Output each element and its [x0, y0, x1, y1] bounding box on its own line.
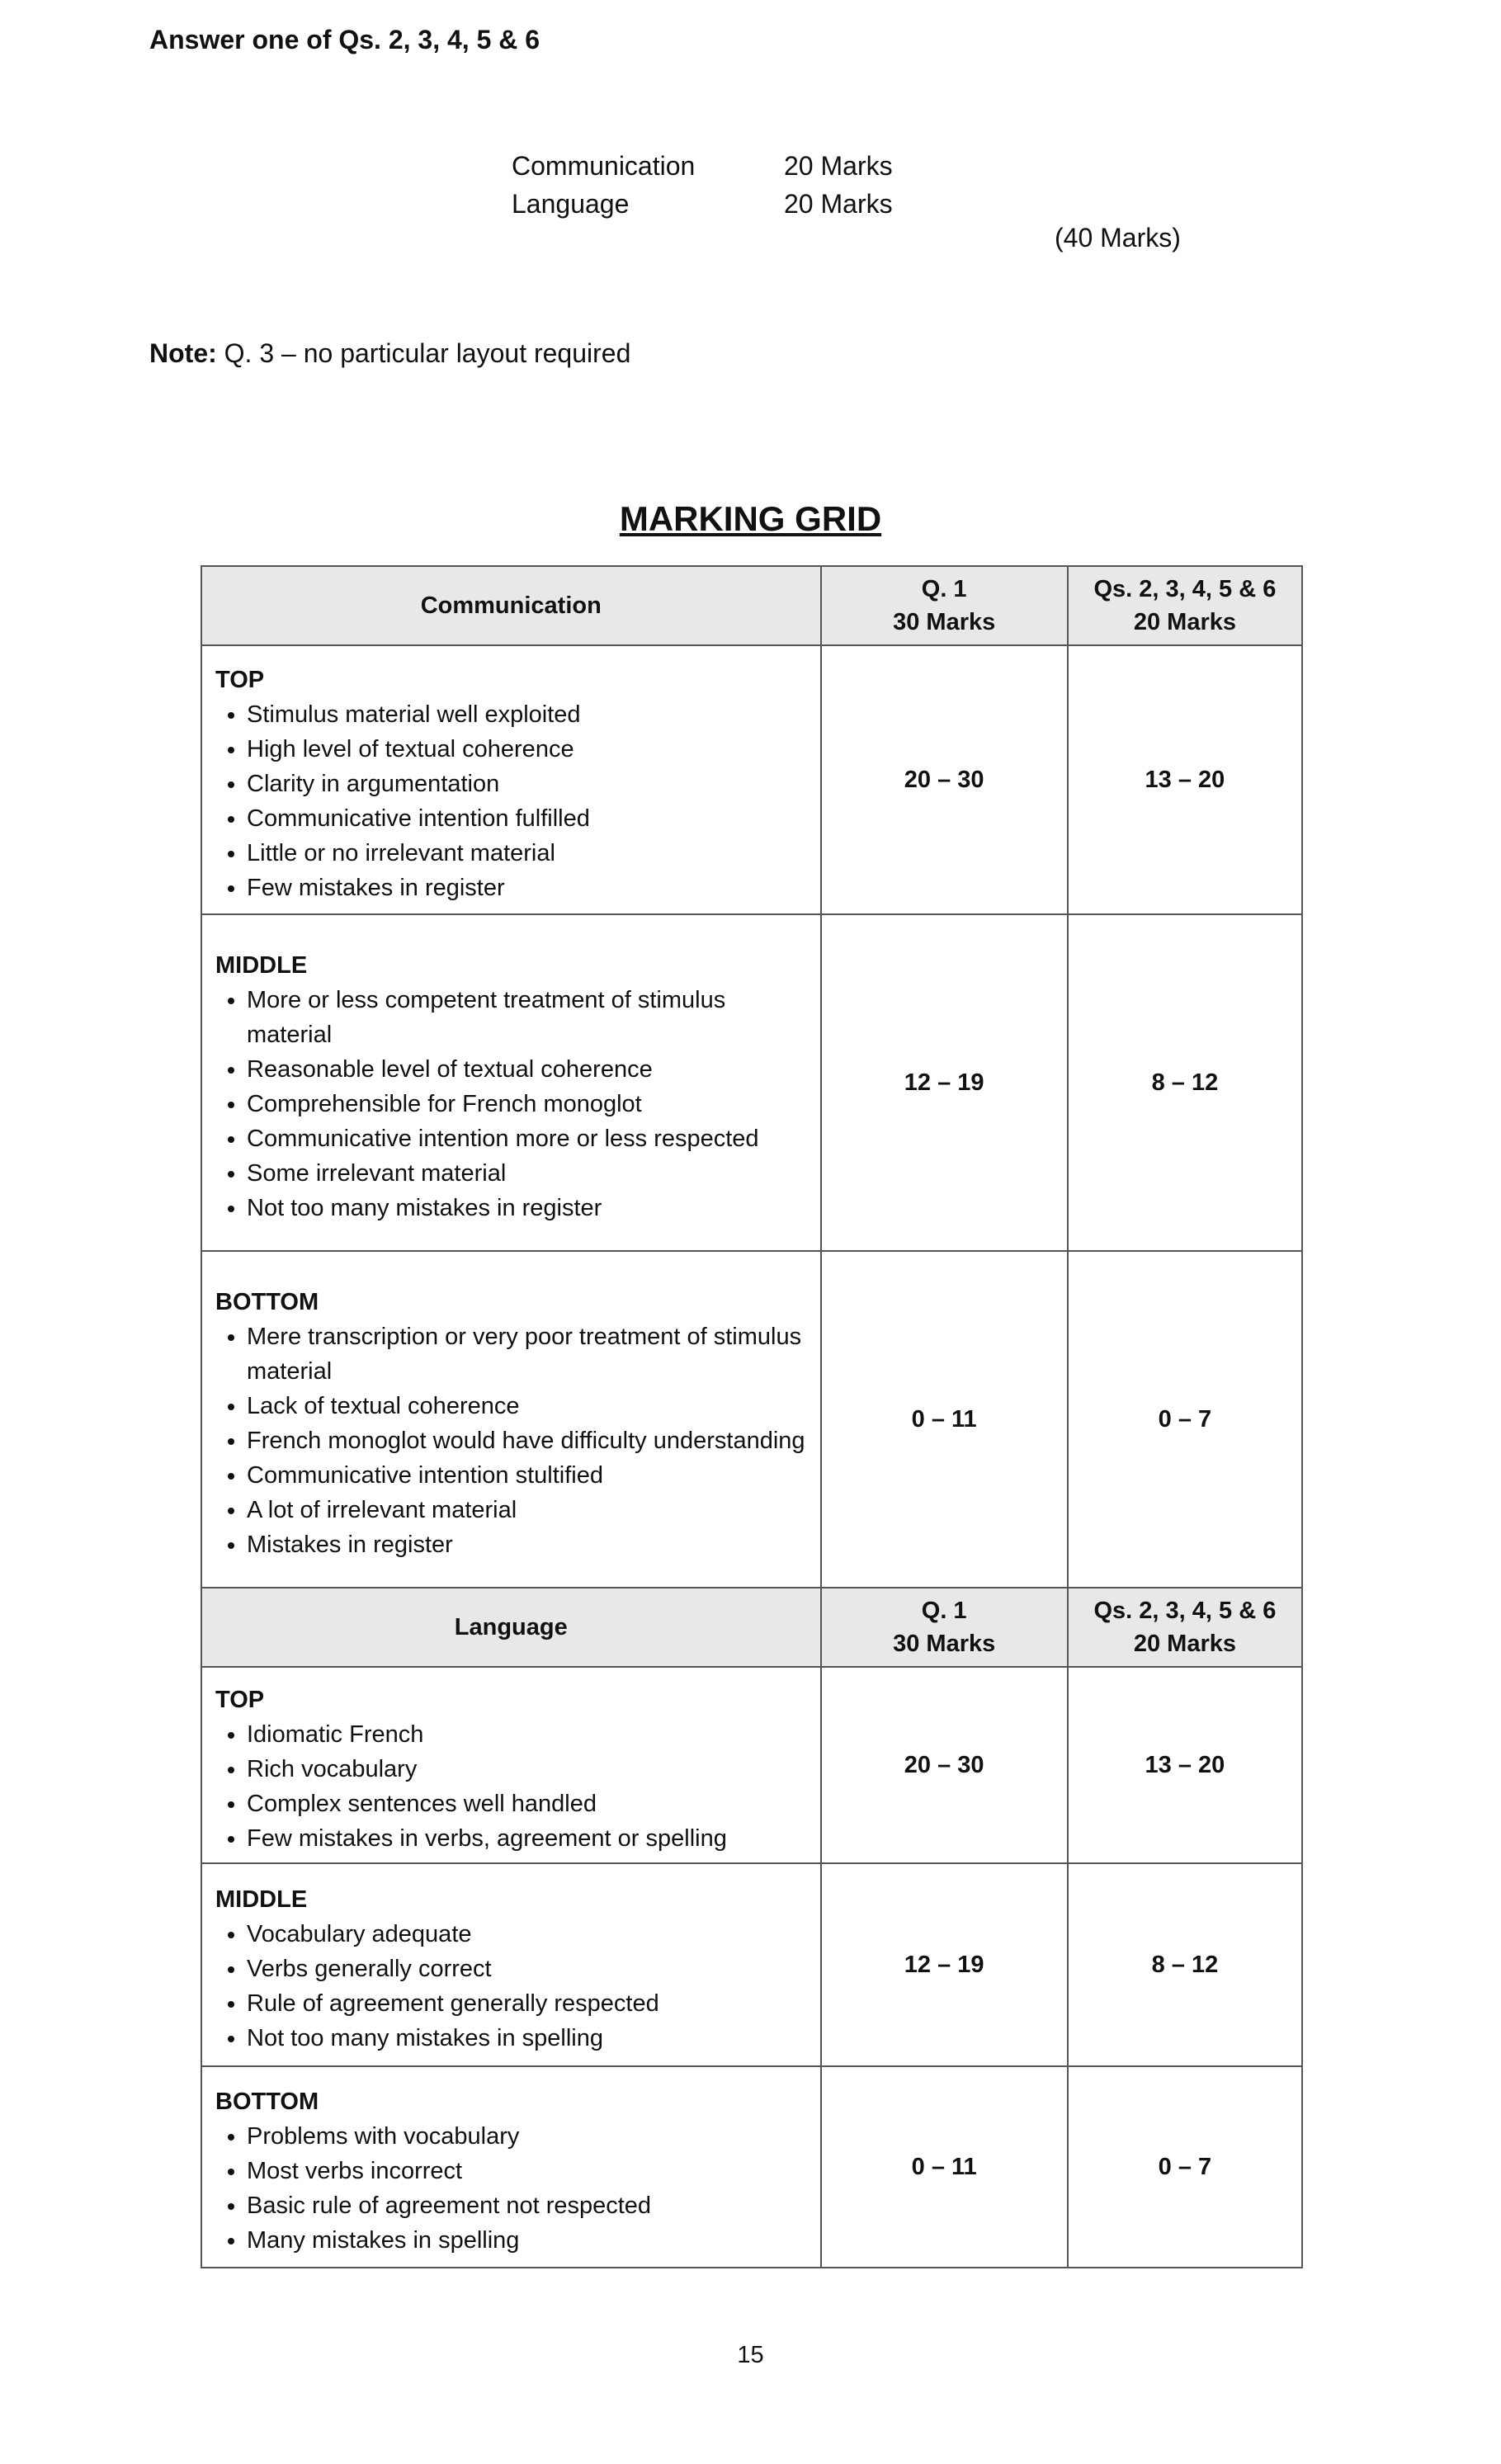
criterion-item: • A lot of irrelevant material [247, 1493, 807, 1527]
criterion-item: • Few mistakes in verbs, agreement or spelling [247, 1821, 807, 1856]
criteria-list [215, 1319, 807, 1562]
qs-header-line2: 20 Marks [1133, 609, 1236, 635]
qs-header-line1: Qs. 2, 3, 4, 5 & 6 [1093, 1598, 1277, 1624]
qs-range: 0 – 7 [1068, 2066, 1302, 2268]
q1-header [821, 566, 1068, 645]
marking-grid-table [201, 565, 1303, 2268]
q1-range: 0 – 11 [821, 2066, 1068, 2268]
qs-range: 13 – 20 [1068, 645, 1302, 914]
qs-range: 13 – 20 [1068, 1667, 1302, 1863]
language-band-row [201, 1667, 1302, 1863]
criterion-item: • Lack of textual coherence [247, 1389, 807, 1423]
q1-header-line2: 30 Marks [893, 609, 996, 635]
marks-label: Communication [512, 151, 696, 181]
marks-row-language [512, 185, 893, 223]
band-criteria-cell [201, 914, 821, 1251]
criterion-item: • Clarity in argumentation [247, 767, 807, 801]
section-label [201, 1588, 821, 1667]
band-title: BOTTOM [215, 2089, 319, 2115]
qs-header-line2: 20 Marks [1133, 1631, 1236, 1657]
criterion-item: • Rich vocabulary [247, 1752, 807, 1787]
criteria-list [215, 983, 807, 1225]
band-title: TOP [215, 1687, 265, 1713]
qs-header [1068, 566, 1302, 645]
section-label [201, 566, 821, 645]
criteria-list [215, 1717, 807, 1856]
language-band-row [201, 1863, 1302, 2066]
section-label-text: Language [454, 1614, 568, 1640]
qs-range: 8 – 12 [1068, 1863, 1302, 2066]
note [149, 338, 630, 369]
qs-range: 0 – 7 [1068, 1251, 1302, 1588]
qs-header [1068, 1588, 1302, 1667]
band-criteria-cell [201, 645, 821, 914]
criterion-item: • Little or no irrelevant material [247, 836, 807, 871]
page-number: 15 [737, 2342, 764, 2368]
communication-header-row [201, 566, 1302, 645]
qs-range: 8 – 12 [1068, 914, 1302, 1251]
criterion-item: • Problems with vocabulary [247, 2119, 807, 2154]
q1-range: 20 – 30 [821, 645, 1068, 914]
criteria-list [215, 1917, 807, 2056]
marks-breakdown [512, 147, 893, 223]
band-title: MIDDLE [215, 952, 308, 979]
section-label-text: Communication [420, 592, 602, 619]
band-title: BOTTOM [215, 1289, 319, 1315]
criterion-item: • Not too many mistakes in spelling [247, 2021, 807, 2056]
q1-range: 0 – 11 [821, 1251, 1068, 1588]
criterion-item: • Mere transcription or very poor treatment of stimulus material [247, 1319, 807, 1389]
criterion-item: • Vocabulary adequate [247, 1917, 807, 1952]
answer-instruction: Answer one of Qs. 2, 3, 4, 5 & 6 [149, 25, 540, 54]
marking-grid-title: MARKING GRID [619, 499, 882, 538]
language-header-row [201, 1588, 1302, 1667]
criteria-list [215, 2119, 807, 2258]
criterion-item: • French monoglot would have difficulty understanding [247, 1423, 807, 1458]
criteria-list [215, 697, 807, 905]
q1-header-line2: 30 Marks [893, 1631, 996, 1657]
criterion-item: • Stimulus material well exploited [247, 697, 807, 732]
criterion-item: • Not too many mistakes in register [247, 1191, 807, 1225]
communication-band-row [201, 1251, 1302, 1588]
note-text: Q. 3 – no particular layout required [216, 338, 631, 368]
language-band-row [201, 2066, 1302, 2268]
q1-range: 12 – 19 [821, 914, 1068, 1251]
criterion-item: • Verbs generally correct [247, 1952, 807, 1986]
band-criteria-cell [201, 2066, 821, 2268]
criterion-item: • Complex sentences well handled [247, 1787, 807, 1821]
band-criteria-cell [201, 1251, 821, 1588]
marks-value: 20 Marks [784, 151, 893, 181]
communication-band-row [201, 914, 1302, 1251]
criterion-item: • Most verbs incorrect [247, 2154, 807, 2188]
qs-header-line1: Qs. 2, 3, 4, 5 & 6 [1093, 576, 1277, 602]
q1-range: 20 – 30 [821, 1667, 1068, 1863]
criterion-item: • Some irrelevant material [247, 1156, 807, 1191]
band-criteria-cell [201, 1863, 821, 2066]
criterion-item: • Few mistakes in register [247, 871, 807, 905]
q1-header-line1: Q. 1 [921, 576, 967, 602]
band-title: TOP [215, 667, 265, 693]
criterion-item: • Basic rule of agreement not respected [247, 2188, 807, 2223]
communication-band-row [201, 645, 1302, 914]
criterion-item: • High level of textual coherence [247, 732, 807, 767]
marks-label: Language [512, 189, 630, 219]
q1-header-line1: Q. 1 [921, 1598, 967, 1624]
marks-value: 20 Marks [784, 189, 893, 219]
note-label: Note: [149, 338, 217, 368]
marks-row-communication [512, 147, 893, 185]
criterion-item: • Mistakes in register [247, 1527, 807, 1562]
band-title: MIDDLE [215, 1886, 308, 1913]
criterion-item: • Communicative intention fulfilled [247, 801, 807, 836]
criterion-item: • Rule of agreement generally respected [247, 1986, 807, 2021]
criterion-item: • Comprehensible for French monoglot [247, 1087, 807, 1121]
criterion-item: • Communicative intention more or less respected [247, 1121, 807, 1156]
criterion-item: • Many mistakes in spelling [247, 2223, 807, 2258]
criterion-item: • More or less competent treatment of stimulus material [247, 983, 807, 1052]
criterion-item: • Communicative intention stultified [247, 1458, 807, 1493]
band-criteria-cell [201, 1667, 821, 1863]
q1-range: 12 – 19 [821, 1863, 1068, 2066]
criterion-item: • Idiomatic French [247, 1717, 807, 1752]
total-marks: (40 Marks) [1055, 223, 1181, 253]
criterion-item: • Reasonable level of textual coherence [247, 1052, 807, 1087]
q1-header [821, 1588, 1068, 1667]
